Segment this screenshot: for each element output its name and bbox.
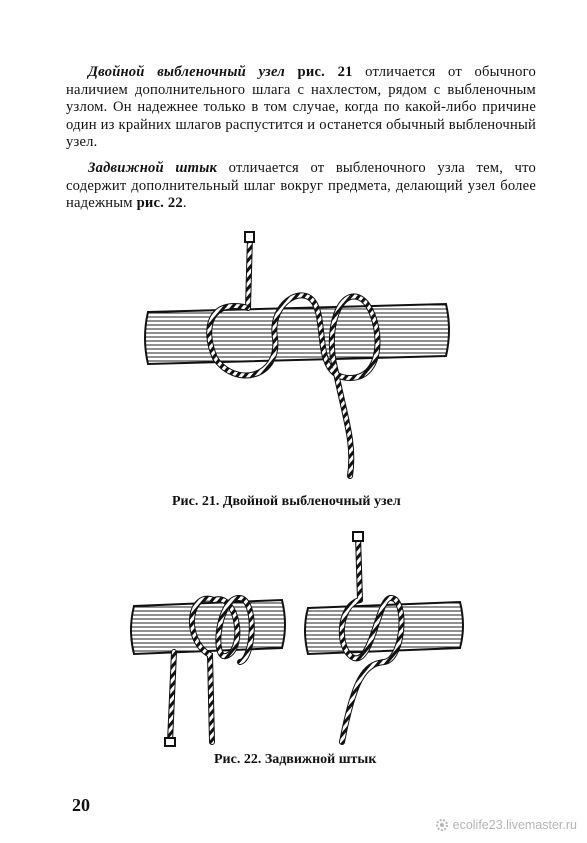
figure-21-illustration bbox=[140, 228, 460, 480]
figure-22-caption: Рис. 22. Задвижной штык bbox=[214, 752, 377, 767]
watermark-text: ecolife23.livemaster.ru bbox=[452, 818, 577, 832]
paragraph2-text: отличается от выбленочного узла тем, что содержит дополнительный шлаг вокруг предмета, делающий узел более надежным bbox=[66, 160, 536, 212]
paragraph2-end: . bbox=[182, 195, 187, 212]
paragraph-rolling-hitch bbox=[66, 160, 536, 213]
figure-22-illustration bbox=[128, 530, 468, 752]
figure-ref-21: рис. 21 bbox=[297, 64, 353, 80]
term-rolling-hitch: Задвижной штык bbox=[88, 160, 218, 176]
watermark bbox=[435, 818, 577, 832]
term-double-clove-hitch: Двойной выбленочный узел bbox=[88, 64, 285, 80]
figure-ref-22: рис. 22 bbox=[136, 195, 183, 212]
paragraph1-text: отличается от обычного наличием дополнительного шлага с нахлестом, рядом с выбленочным узлом. Он надежнее только в том случае, когда по какой-либо причине один из крайних шлагов распустится и останется обычный выбленочный узел. bbox=[66, 64, 536, 151]
page-number: 20 bbox=[72, 795, 90, 815]
gear-logo-icon bbox=[435, 818, 449, 832]
figure-21-caption: Рис. 21. Двойной выбленочный узел bbox=[172, 494, 401, 509]
paragraph-double-clove-hitch bbox=[66, 64, 536, 152]
